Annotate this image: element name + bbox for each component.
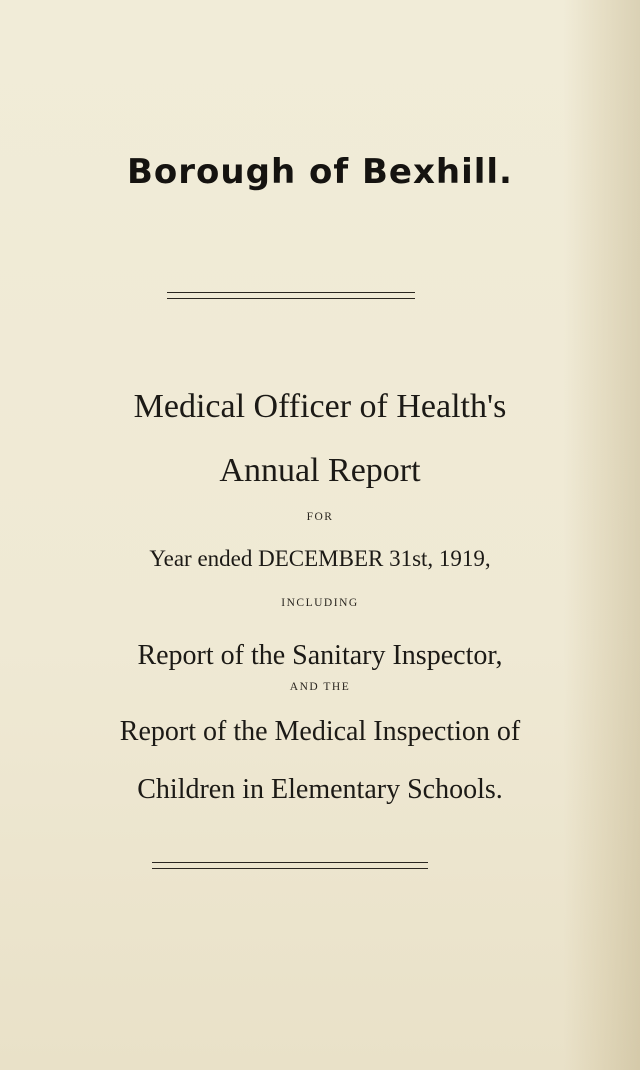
bottom-double-rule: [152, 862, 428, 869]
report-heading-line-2: Annual Report: [219, 452, 421, 489]
elementary-schools-line: Children in Elementary Schools.: [137, 774, 503, 805]
year-ended-line: Year ended DECEMBER 31st, 1919,: [149, 546, 491, 571]
and-the-label: AND THE: [289, 681, 351, 693]
sanitary-inspector-line: Report of the Sanitary Inspector,: [137, 640, 503, 671]
medical-inspection-line: Report of the Medical Inspection of: [119, 716, 521, 747]
including-label: INCLUDING: [281, 597, 359, 609]
top-double-rule: [167, 292, 415, 299]
borough-title: Borough of Bexhill.: [127, 152, 513, 192]
for-label: FOR: [306, 511, 334, 523]
report-heading-line-1: Medical Officer of Health's: [133, 388, 507, 425]
